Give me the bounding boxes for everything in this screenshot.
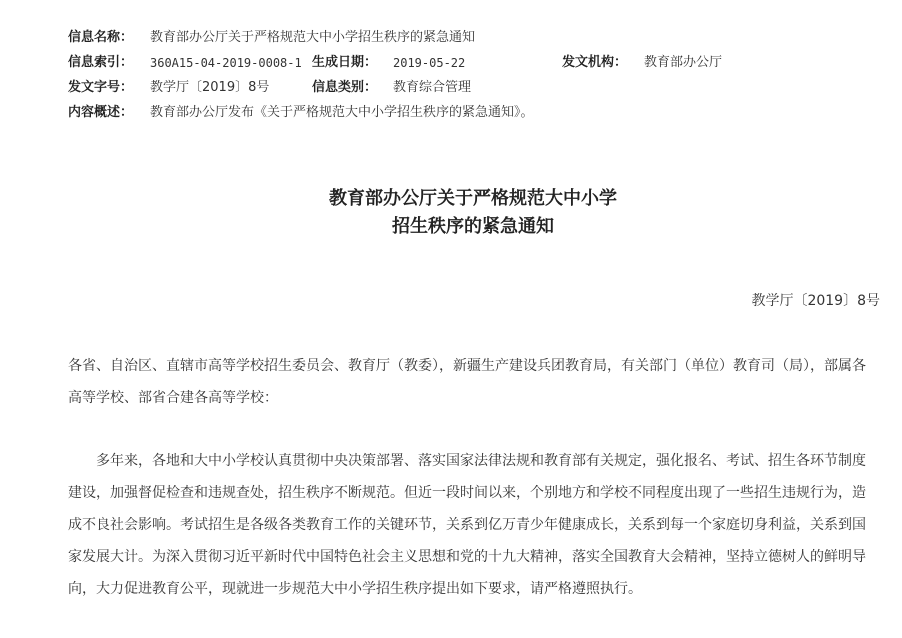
meta-summary-label: 内容概述： <box>68 105 134 120</box>
meta-index-label: 信息索引： <box>68 55 134 70</box>
meta-category-label: 信息类别： <box>312 80 378 95</box>
document-title-line-1: 教育部办公厅关于严格规范大中小学 <box>329 188 617 209</box>
meta-docno-label: 发文字号： <box>68 80 134 95</box>
body-paragraph: 多年来，各地和大中小学校认真贯彻中央决策部署、落实国家法律法规和教育部有关规定，强化报名、考试、招生各环节制度建设，加强督促检查和违规查处，招生秩序不断规范。但近一段时间以来，个别地方和学校不同程度出现了一些招生违规行为，造成不良社会影响。考试招生是各级各类教育工作的关键环节，关系到亿万青少年健康成长，关系到每一个家庭切身利益，关系到国家发展大计。为深入贯彻习近平新时代中国特色社会主义思想和党的十九大精神，落实全国教育大会精神，坚持立德树人的鲜明导向，大力促进教育公平，现就进一步规范大中小学招生秩序提出如下要求，请严格遵照执行。 <box>68 453 866 597</box>
meta-issuer-value: 教育部办公厅 <box>644 55 723 70</box>
document-title-line-2: 招生秩序的紧急通知 <box>392 216 554 237</box>
meta-category-value: 教育综合管理 <box>393 80 472 95</box>
meta-date-value: 2019-05-22 <box>393 56 466 70</box>
meta-docno-value: 教学厅〔2019〕8号 <box>150 80 270 95</box>
meta-name-label: 信息名称： <box>68 30 134 45</box>
meta-index-value: 360A15-04-2019-0008-1 <box>150 56 302 70</box>
meta-summary-value: 教育部办公厅发布《关于严格规范大中小学招生秩序的紧急通知》。 <box>150 105 534 120</box>
document-number: 教学厅〔2019〕8号 <box>751 293 880 309</box>
meta-date-label: 生成日期： <box>312 55 378 70</box>
meta-issuer-label: 发文机构： <box>562 55 628 70</box>
meta-name-value: 教育部办公厅关于严格规范大中小学招生秩序的紧急通知 <box>150 30 476 45</box>
addressee-paragraph: 各省、自治区、直辖市高等学校招生委员会、教育厅（教委），新疆生产建设兵团教育局，有关部门（单位）教育司（局），部属各高等学校、部省合建各高等学校： <box>68 358 866 406</box>
